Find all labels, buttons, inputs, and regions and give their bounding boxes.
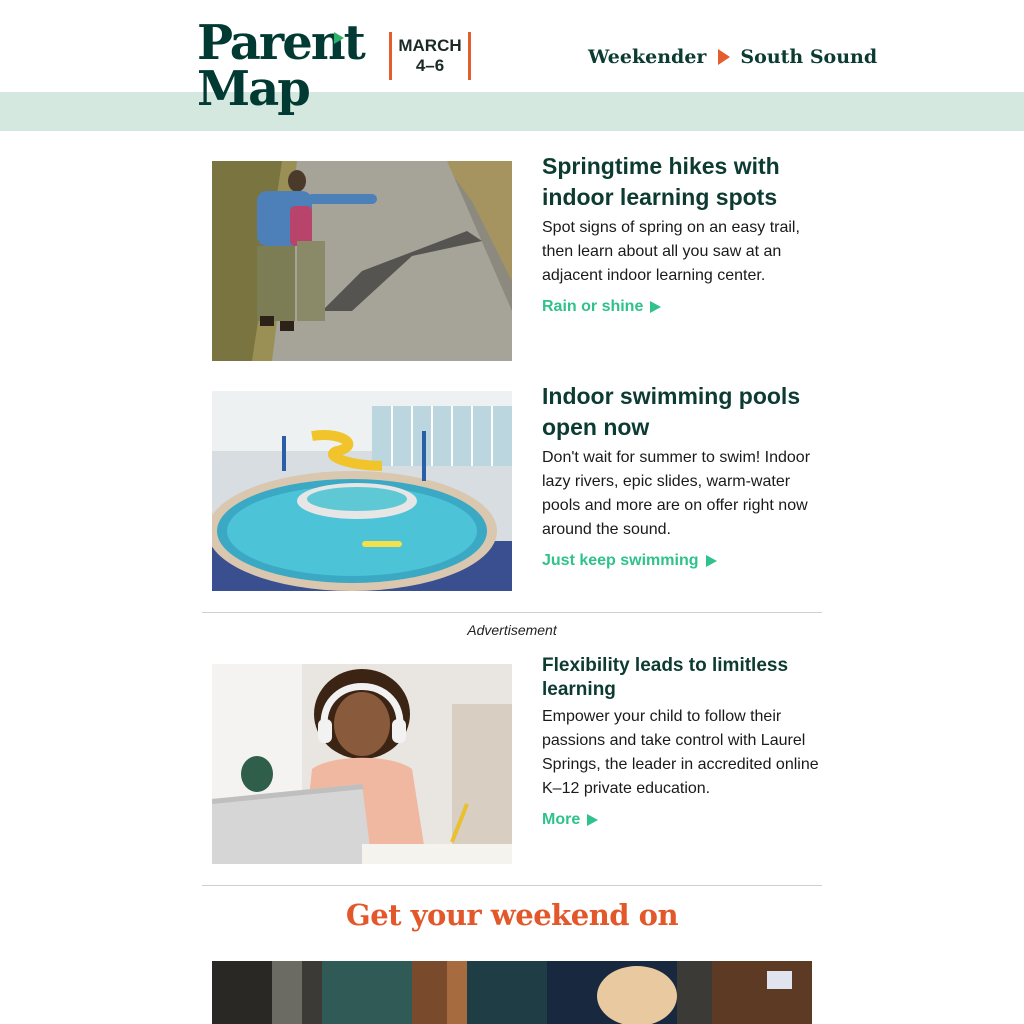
article-summary: Spot signs of spring on an easy trail, then learn about all you saw at an adjacent indoor learning center. bbox=[542, 219, 800, 284]
article-summary: Empower your child to follow their passions and take control with Laurel Springs, the leader in accredited online K–12 private education. bbox=[542, 708, 819, 797]
header bbox=[0, 0, 1024, 131]
divider bbox=[202, 612, 822, 613]
indoor-pool-photo[interactable] bbox=[212, 391, 512, 591]
article-text bbox=[542, 381, 827, 570]
link-label: Just keep swimming bbox=[542, 552, 699, 569]
play-arrow-icon bbox=[706, 555, 717, 567]
link-label: Rain or shine bbox=[542, 298, 644, 315]
just-keep-swimming-link[interactable] bbox=[542, 552, 717, 570]
article-title[interactable]: Indoor swimming pools open now bbox=[542, 383, 801, 440]
date-month: MARCH bbox=[398, 36, 462, 55]
more-link[interactable] bbox=[542, 811, 598, 829]
play-arrow-icon bbox=[587, 814, 598, 826]
divider bbox=[202, 885, 822, 886]
newsletter-breadcrumb bbox=[588, 44, 877, 70]
article-summary: Don't wait for summer to swim! Indoor lazy rivers, epic slides, warm-water pools and more are on offer right now around the sound. bbox=[542, 449, 811, 538]
advertisement-label: Advertisement bbox=[467, 622, 557, 638]
nav-weekender[interactable]: Weekender bbox=[588, 46, 707, 68]
logo-word-map: Map bbox=[197, 61, 309, 117]
parentmap-logo[interactable] bbox=[197, 14, 364, 124]
play-arrow-icon bbox=[718, 49, 730, 65]
article-text bbox=[542, 151, 827, 316]
rain-or-shine-link[interactable] bbox=[542, 298, 661, 316]
section-heading: Get your weekend on bbox=[345, 898, 679, 932]
header-band bbox=[0, 92, 1024, 131]
aquarium-photo[interactable] bbox=[212, 961, 812, 1024]
article-card-hikes bbox=[212, 153, 822, 361]
nav-south-sound[interactable]: South Sound bbox=[740, 46, 878, 68]
date-badge bbox=[389, 32, 471, 80]
date-days: 4–6 bbox=[415, 56, 445, 75]
logo-word-parent: Parent bbox=[197, 15, 364, 71]
link-label: More bbox=[542, 811, 581, 828]
kids-on-trail-photo[interactable] bbox=[212, 161, 512, 361]
article-title[interactable]: Flexibility leads to limitless learning bbox=[542, 655, 789, 700]
play-arrow-icon bbox=[650, 301, 661, 313]
logo-triangle-icon bbox=[334, 32, 344, 44]
girl-with-laptop-photo[interactable] bbox=[212, 664, 512, 864]
sponsored-card bbox=[212, 655, 822, 864]
article-text bbox=[542, 654, 827, 829]
article-title[interactable]: Springtime hikes with indoor learning spots bbox=[542, 153, 780, 210]
article-card-pools bbox=[212, 383, 822, 591]
